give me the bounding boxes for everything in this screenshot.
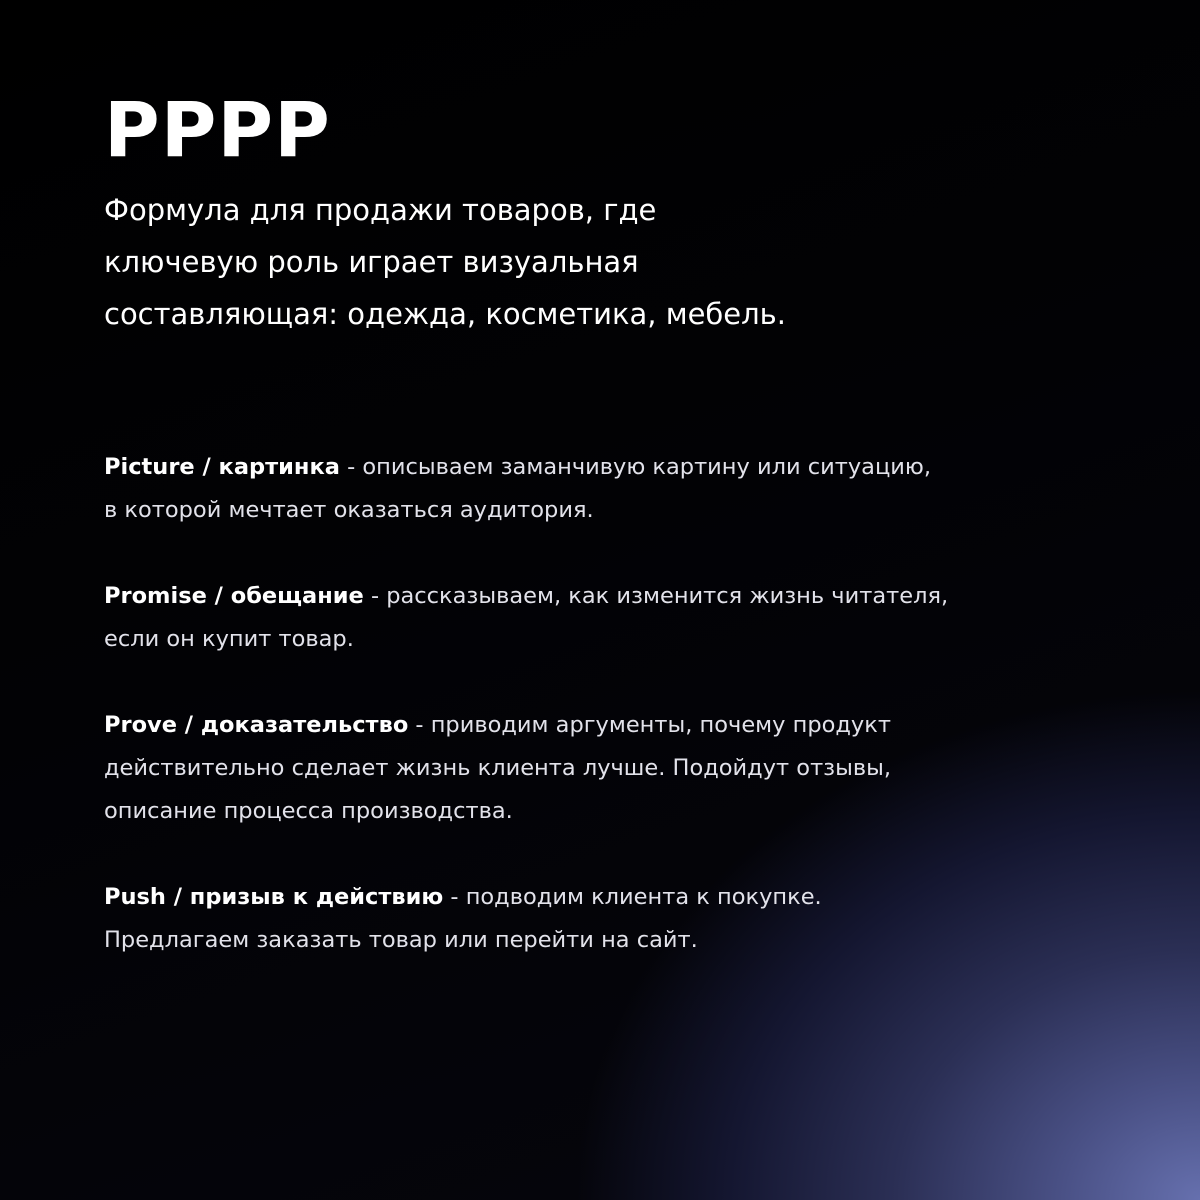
formula-item-push [104,876,1144,962]
subtitle-line: Формула для продажи товаров, где [104,193,657,227]
item-term: Promise / обещание [104,583,364,609]
item-first-line [104,446,1144,489]
subtitle [104,184,1004,340]
item-description-line: Предлагаем заказать товар или перейти на сайт. [104,927,698,953]
formula-item-picture [104,446,1144,532]
item-first-line [104,704,1144,747]
item-term: Prove / доказательство [104,712,409,738]
item-description-line: действительно сделает жизнь клиента лучше. Подойдут отзывы, [104,755,892,781]
item-first-line [104,575,1144,618]
formula-item-promise [104,575,1144,661]
subtitle-line: ключевую роль играет визуальная [104,245,639,279]
subtitle-line: составляющая: одежда, косметика, мебель. [104,297,786,331]
page-title: PPPP [104,85,331,174]
item-description: - описываем заманчивую картину или ситуацию, [339,454,931,480]
item-description: - рассказываем, как изменится жизнь читателя, [363,583,949,609]
item-term: Push / призыв к действию [104,884,444,910]
item-first-line [104,876,1144,919]
item-description: - приводим аргументы, почему продукт [408,712,891,738]
item-description-line: если он купит товар. [104,626,354,652]
item-description-line: описание процесса производства. [104,798,513,824]
formula-item-prove [104,704,1144,833]
item-description-line: в которой мечтает оказаться аудитория. [104,497,594,523]
item-term: Picture / картинка [104,454,340,480]
formula-list [104,446,1144,962]
item-description: - подводим клиента к покупке. [443,884,822,910]
